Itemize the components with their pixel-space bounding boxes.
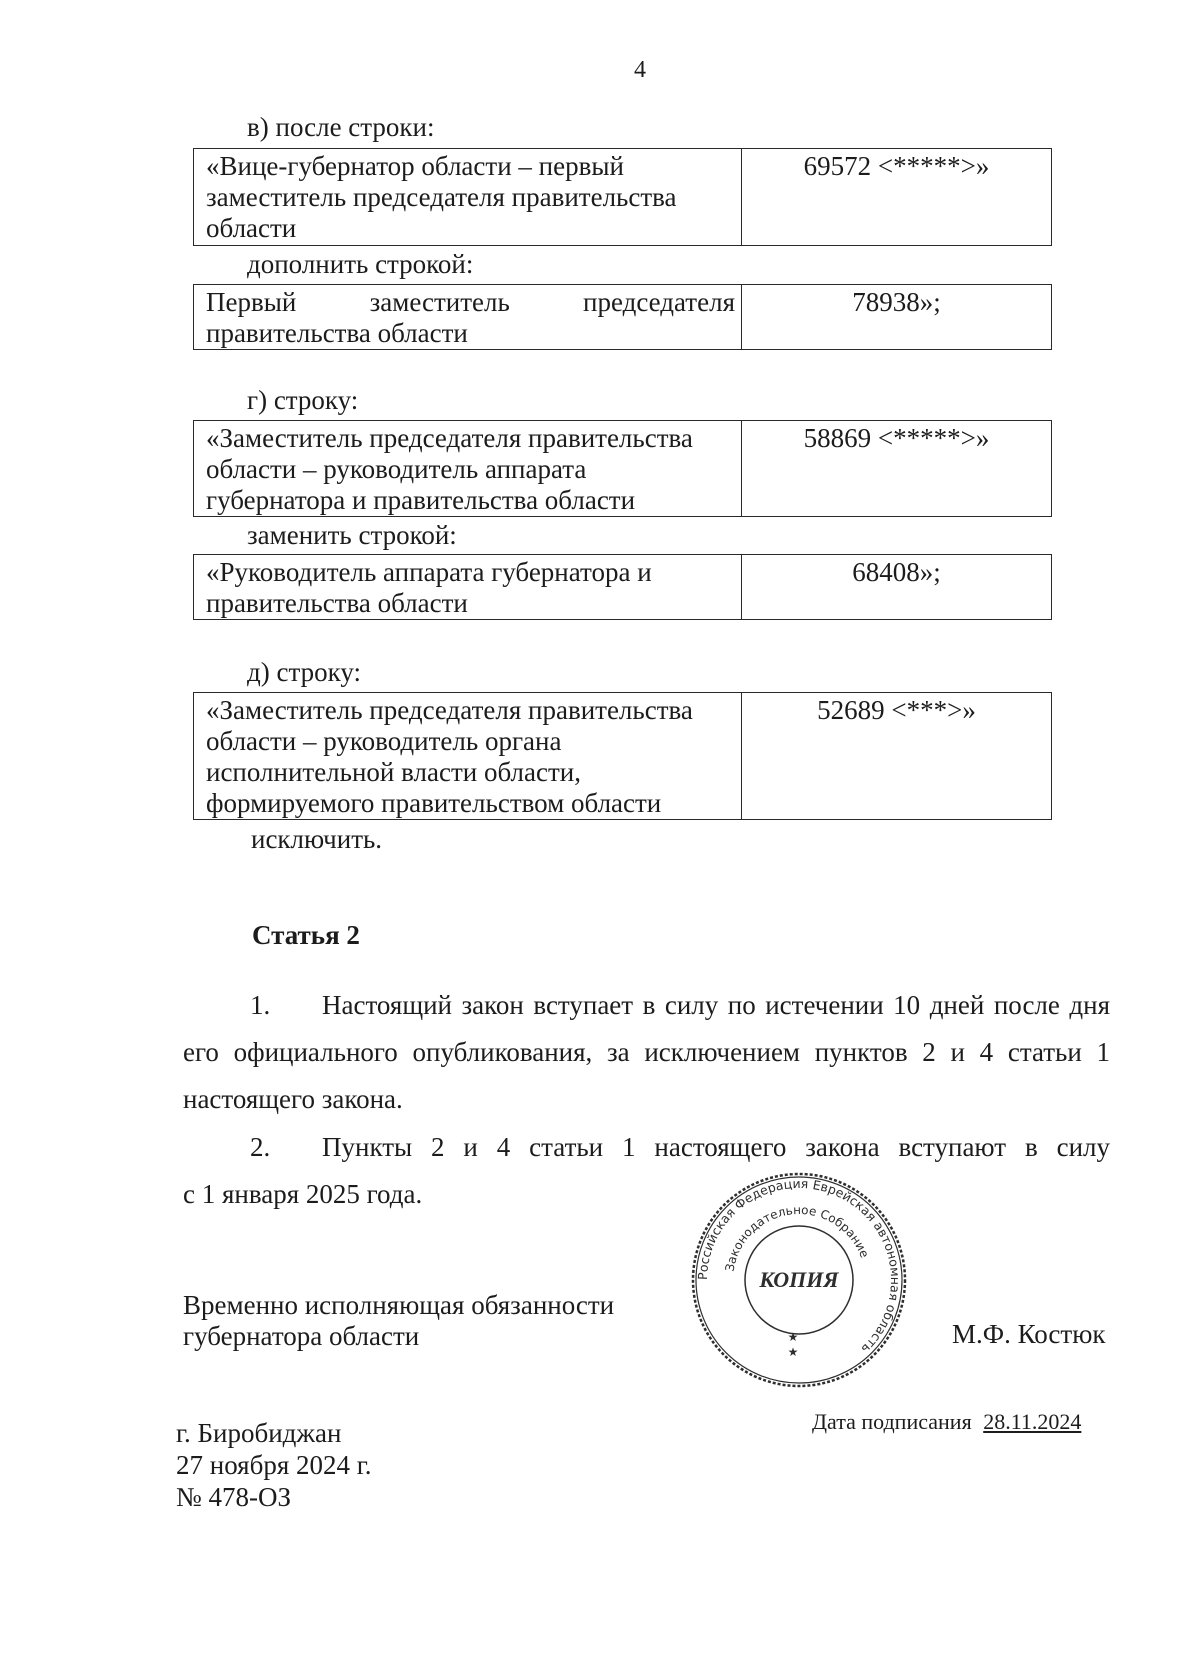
item-g-row1-table: [193, 420, 1052, 517]
item-g-middle: заменить строкой:: [247, 520, 457, 550]
item-g-row2-line: правительства области: [206, 588, 468, 618]
item-d-row1-value-cell: [742, 693, 1052, 820]
article-p2-number: 2.: [250, 1132, 271, 1162]
item-v-row2-value-cell: [742, 285, 1052, 350]
item-g-row1-line: губернатора и правительства области: [206, 485, 636, 515]
signatory-position-line1: Временно исполняющая обязанности: [183, 1290, 615, 1320]
item-v-intro: в) после строки:: [247, 112, 435, 142]
signing-date-block: [812, 1409, 1081, 1435]
seal-graphic: [689, 1170, 909, 1390]
item-d-row1-table: [193, 692, 1052, 820]
signatory-position-line2: губернатора области: [183, 1321, 420, 1351]
item-v-row2-line: правительства области: [206, 318, 468, 348]
item-v-row1-line: заместитель председателя правительства: [206, 182, 677, 212]
signatory-name: М.Ф. Костюк: [952, 1319, 1106, 1349]
article-heading: Статья 2: [252, 920, 360, 950]
article-p1-line3: настоящего закона.: [183, 1084, 403, 1114]
item-v-row2-word: председателя: [583, 287, 735, 317]
item-g-row2-line: «Руководитель аппарата губернатора и: [206, 557, 652, 587]
item-v-row1-value-cell: [742, 149, 1052, 246]
item-v-row2-table: [193, 284, 1052, 350]
article-p1-number: 1.: [250, 990, 271, 1020]
item-g-row2-text-cell: [194, 555, 742, 620]
item-d-row1-line: области – руководитель органа: [206, 726, 562, 756]
item-v-row2-word: Первый: [206, 287, 297, 317]
item-d-row1-line: исполнительной власти области,: [206, 757, 581, 787]
item-v-row1-line: «Вице-губернатор области – первый: [206, 151, 624, 181]
seal-inner-text: Законодательное Собрание: [722, 1202, 872, 1273]
item-v-row2-justified-line: [206, 287, 735, 318]
item-v-row2-value: 78938»;: [852, 287, 941, 317]
article-p2-line2: с 1 января 2025 года.: [183, 1179, 423, 1209]
signing-date-label: Дата подписания: [812, 1409, 972, 1434]
item-d-row1-value: 52689 <***>»: [817, 695, 976, 725]
footer-city: г. Биробиджан: [176, 1418, 342, 1448]
item-g-row1-value-cell: [742, 421, 1052, 517]
item-d-after: исключить.: [251, 824, 383, 854]
article-p2-line1: Пункты 2 и 4 статьи 1 настоящего закона вступают в силу: [322, 1132, 1110, 1162]
item-g-row1-line: «Заместитель председателя правительства: [206, 423, 693, 453]
item-g-row2-table: [193, 554, 1052, 620]
item-v-row1-text-cell: [194, 149, 742, 246]
page-number: 4: [634, 57, 646, 83]
article-p1-line1: Настоящий закон вступает в силу по истечении 10 дней после дня: [322, 990, 1110, 1020]
official-seal: [689, 1170, 909, 1390]
item-g-row2-value-cell: [742, 555, 1052, 620]
footer-law-number: № 478-ОЗ: [176, 1482, 292, 1512]
signing-date-value: 28.11.2024: [983, 1409, 1082, 1434]
item-d-row1-text-cell: [194, 693, 742, 820]
item-g-row1-line: области – руководитель аппарата: [206, 454, 587, 484]
item-g-intro: г) строку:: [247, 385, 359, 415]
item-v-middle: дополнить строкой:: [247, 249, 474, 279]
item-v-row1-table: [193, 148, 1052, 246]
item-v-row1-value: 69572 <*****>»: [803, 151, 990, 181]
item-v-row2-word: заместитель: [369, 287, 510, 317]
item-g-row1-value: 58869 <*****>»: [803, 423, 990, 453]
seal-star-icon: ★: [787, 1330, 799, 1344]
item-v-row2-text-cell: [194, 285, 742, 350]
footer-date: 27 ноября 2024 г.: [176, 1450, 372, 1480]
item-v-row1-line: области: [206, 213, 297, 243]
article-p1-line2: его официального опубликования, за исключением пунктов 2 и 4 статьи 1: [183, 1037, 1110, 1067]
item-d-row1-line: «Заместитель председателя правительства: [206, 695, 693, 725]
item-g-row2-value: 68408»;: [852, 557, 941, 587]
item-d-row1-line: формируемого правительством области: [206, 788, 662, 818]
seal-star-icon: ★: [787, 1345, 799, 1359]
seal-copy-label: КОПИЯ: [759, 1267, 839, 1292]
seal-outer-text: Российская Федерация Еврейская автономная область: [694, 1175, 904, 1357]
item-g-row1-text-cell: [194, 421, 742, 517]
item-d-intro: д) строку:: [247, 657, 361, 687]
